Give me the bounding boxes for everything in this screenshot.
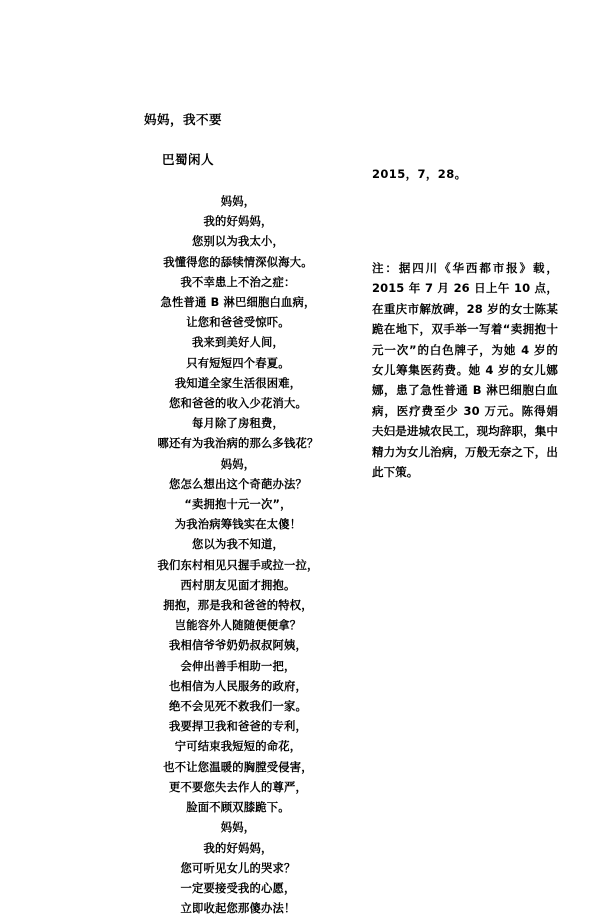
poem-line: 岂能容外人随随便便拿？	[174, 619, 302, 633]
poem-line: 我来到美好人间，	[192, 336, 284, 350]
poem-line: 拥抱，那是我和爸爸的特权，	[163, 599, 313, 613]
poem-line: 我的好妈妈，	[203, 841, 273, 855]
poem-line: 西村朋友见面才拥抱。	[180, 578, 296, 592]
poem-line: 妈妈，	[220, 821, 256, 835]
poem-line: 为我治病筹钱实在太傻！	[174, 518, 302, 532]
editor-note: 注：据四川《华西都市报》载，2015 年 7 月 26 日上午 10 点，在重庆市解放碑，28 岁的女士陈某跪在地下，双手举一写着“卖拥抱十元一次”的白色牌子，为她 4 岁的女儿筹集医药费。她 4 岁的女儿娜娜，患了急性普通 B 淋巴细胞白血病，医疗费至少 30 万元。陈得娟夫妇是进城农民工，现均辞职，集中精力为女儿治病，万般无奈之下，出此下策。	[372, 261, 558, 480]
poem-line: 立即收起您那傻办法！	[180, 902, 296, 916]
poem-line: 让您和爸爸受惊吓。	[186, 316, 290, 330]
poem-line: 绝不会见死不救我们一家。	[169, 700, 307, 714]
poem-line: 您别以为我太小，	[192, 235, 284, 249]
poem-line: 您怎么想出这个奇葩办法？	[169, 477, 307, 491]
poem-line: 妈妈，	[220, 195, 256, 208]
poem-line: 您以为我不知道，	[192, 538, 284, 552]
poem-line: 我相信爷爷奶奶叔叔阿姨，	[169, 639, 307, 653]
poem-line: 脸面不顾双膝跪下。	[186, 801, 290, 815]
date-text: 2015，7，28。	[372, 167, 467, 181]
poem-body	[118, 192, 358, 919]
poem-line: 更不要您失去作人的尊严，	[169, 780, 307, 794]
poem-line: 每月除了房租费，	[192, 417, 284, 431]
poem-line: 只有短短四个春夏。	[186, 356, 290, 370]
poem-line: 会伸出善手相助一把，	[180, 659, 296, 673]
poem-line: 我的好妈妈，	[203, 215, 273, 229]
poem-line: 您和爸爸的收入少花消大。	[169, 397, 307, 411]
poem-line: 急性普通 B 淋巴细胞白血病，	[160, 296, 316, 310]
poem-line: 我知道全家生活很困难，	[174, 376, 302, 390]
poem-line: 也相信为人民服务的政府，	[169, 679, 307, 693]
poem-line: 我不幸患上不治之症：	[180, 275, 296, 289]
poem-line: 我要捍卫我和爸爸的专利，	[169, 720, 307, 734]
poem-line: 一定要接受我的心愿，	[180, 881, 296, 895]
poem-line: 我们东村相见只握手或拉一拉，	[157, 558, 319, 572]
poem-column	[118, 110, 358, 919]
author-name: 巴蜀闲人	[162, 152, 215, 167]
poem-line: 我懂得您的舔犊情深似海大。	[163, 255, 313, 269]
poem-line: 哪还有为我治病的那么多钱花？	[157, 437, 319, 451]
poem-line: 您可听见女儿的哭求？	[180, 861, 296, 875]
poem-line: 宁可结束我短短的命花，	[174, 740, 302, 754]
page-title: 妈妈，我不要	[144, 112, 223, 127]
poem-line: 也不让您温暖的胸膛受侵害，	[163, 760, 313, 774]
poem-line: 妈妈，	[220, 457, 256, 471]
poem-line: “卖拥抱十元一次”，	[184, 498, 292, 512]
